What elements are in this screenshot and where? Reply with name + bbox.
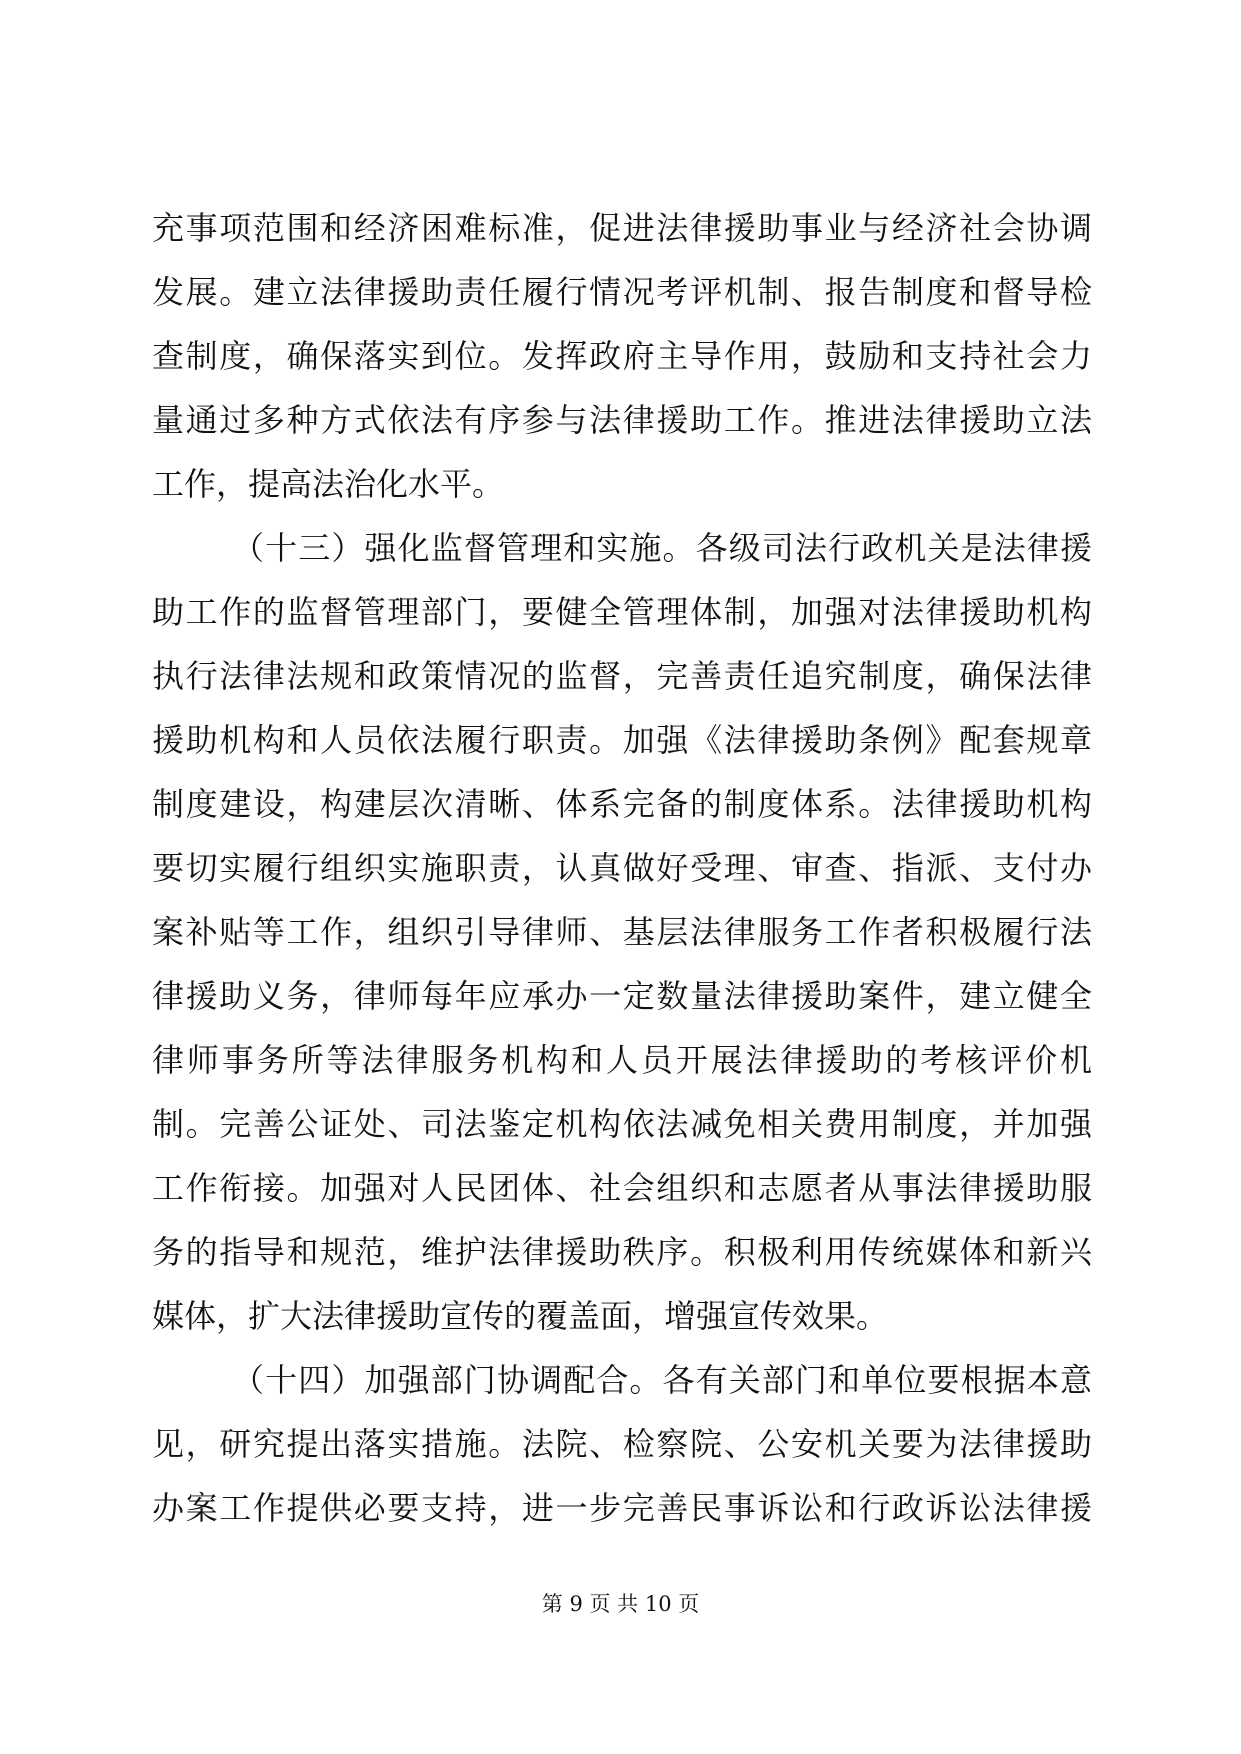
text-line: 要切实履行组织实施职责，认真做好受理、审查、指派、支付办	[152, 849, 1092, 887]
text-line: 查制度，确保落实到位。发挥政府主导作用，鼓励和支持社会力	[152, 337, 1092, 375]
text-line: 媒体，扩大法律援助宣传的覆盖面，增强宣传效果。	[152, 1297, 889, 1335]
text-line: 律援助义务，律师每年应承办一定数量法律援助案件，建立健全	[152, 977, 1092, 1015]
text-line: 案补贴等工作，组织引导律师、基层法律服务工作者积极履行法	[152, 913, 1092, 951]
text-line: 发展。建立法律援助责任履行情况考评机制、报告制度和督导检	[152, 273, 1092, 311]
text-line: 制度建设，构建层次清晰、体系完备的制度体系。法律援助机构	[152, 785, 1092, 823]
text-line: 充事项范围和经济困难标准，促进法律援助事业与经济社会协调	[152, 209, 1092, 247]
text-line: 助工作的监督管理部门，要健全管理体制，加强对法律援助机构	[152, 593, 1092, 631]
page-footer	[0, 1589, 1241, 1619]
text-line: 办案工作提供必要支持，进一步完善民事诉讼和行政诉讼法律援	[152, 1489, 1092, 1527]
text-line: 工作，提高法治化水平。	[152, 465, 505, 503]
text-line: 律师事务所等法律服务机构和人员开展法律援助的考核评价机	[152, 1041, 1092, 1079]
text-line: 量通过多种方式依法有序参与法律援助工作。推进法律援助立法	[152, 401, 1092, 439]
text-line: 执行法律法规和政策情况的监督，完善责任追究制度，确保法律	[152, 657, 1092, 695]
text-line: 工作衔接。加强对人民团体、社会组织和志愿者从事法律援助服	[152, 1169, 1092, 1207]
paragraph-13-start: （十三）强化监督管理和实施。各级司法行政机关是法律援	[232, 529, 1092, 567]
text-line: 制。完善公证处、司法鉴定机构依法减免相关费用制度，并加强	[152, 1105, 1092, 1143]
text-line: 务的指导和规范，维护法律援助秩序。积极利用传统媒体和新兴	[152, 1233, 1092, 1271]
paragraph-14-start: （十四）加强部门协调配合。各有关部门和单位要根据本意	[232, 1361, 1092, 1399]
page-number: 第 9 页 共 10 页	[541, 1592, 700, 1616]
text-line: 援助机构和人员依法履行职责。加强《法律援助条例》配套规章	[152, 721, 1092, 759]
text-line: 见，研究提出落实措施。法院、检察院、公安机关要为法律援助	[152, 1425, 1092, 1463]
